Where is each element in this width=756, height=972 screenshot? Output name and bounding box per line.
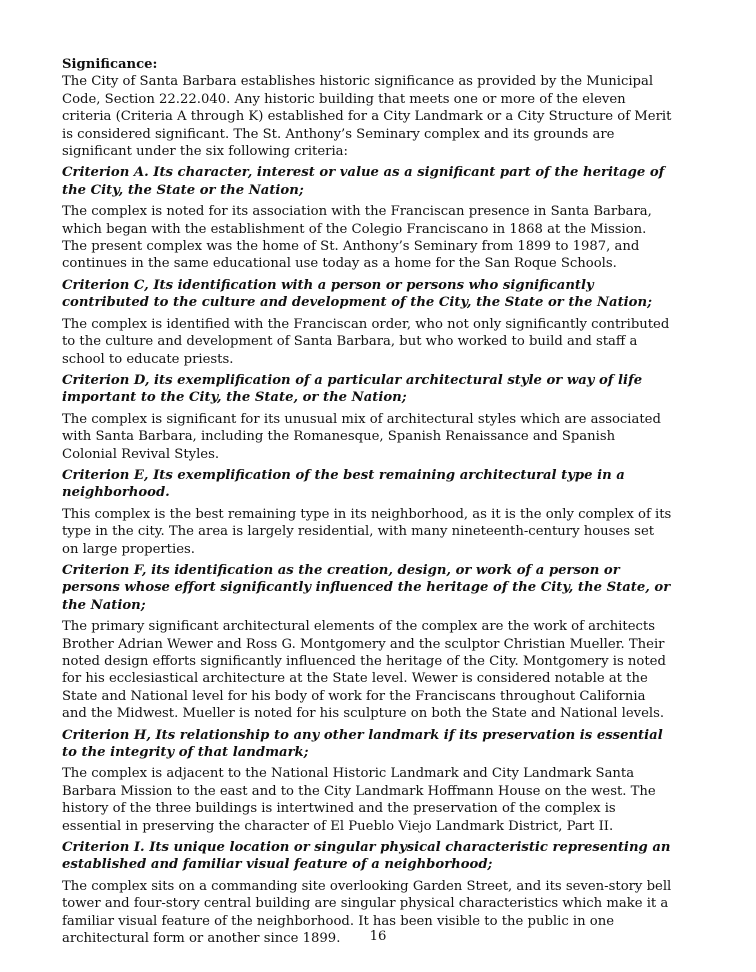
criterion-c-title: Criterion C, Its identification with a person or persons who significantly contributed to the culture and development of the City, the State or the Nation; <box>62 277 652 311</box>
criterion-a-body: The complex is noted for its association with the Franciscan presence in Santa Barbara, which began with the establishment of the Colegio Franciscano in 1868 at the Mission. The present complex was the home of St. Anthony’s Seminary from 1899 to 1987, and continues in the same educational use today as a home for the San Roque Schools. <box>62 204 652 272</box>
page-number: 16 <box>369 929 387 944</box>
intro-paragraph: The City of Santa Barbara establishes historic significance as provided by the Municipal Code, Section 22.22.040. Any historic building that meets one or more of the eleven criteria (Criteria A through K) established for a City Landmark or a City Structure of Merit is considered significant. The St. Anthony’s Seminary complex and its grounds are significant under the six following criteria: <box>62 74 672 160</box>
criterion-h-title: Criterion H, Its relationship to any other landmark if its preservation is essential to the integrity of that landmark; <box>62 727 663 761</box>
criterion-f-body: The primary significant architectural elements of the complex are the work of architects Brother Adrian Wewer and Ross G. Montgomery and the sculptor Christian Mueller. Their noted design efforts significantly influenced the heritage of the City. Montgomery is noted for his ecclesiastical architecture at the State level. Wewer is considered notable at the State and National level for his body of work for the Franciscans throughout California and the Midwest. Mueller is noted for his sculpture on both the State and National levels. <box>62 619 666 722</box>
criterion-i-title: Criterion I. Its unique location or singular physical characteristic representing an established and familiar visual feature of a neighborhood; <box>62 840 671 873</box>
document-page <box>62 56 674 948</box>
criterion-e-body: This complex is the best remaining type in its neighborhood, as it is the only complex of its type in the city. The area is largely residential, with many nineteenth-century houses set on large properties. <box>62 506 672 557</box>
criterion-f-title: Criterion F, its identification as the creation, design, or work of a person or persons whose effort significantly influenced the heritage of the City, the State, or the Nation; <box>62 562 671 613</box>
criterion-a-title: Criterion A. Its character, interest or value as a significant part of the heritage of the City, the State or the Nation; <box>62 165 665 198</box>
criterion-d-body: The complex is significant for its unusual mix of architectural styles which are associated with Santa Barbara, including the Romanesque, Spanish Renaissance and Spanish Colonial Revival Styles. <box>62 411 661 462</box>
criterion-d-title: Criterion D, its exemplification of a particular architectural style or way of life important to the City, the State, or the Nation; <box>62 372 643 406</box>
criterion-c-body: The complex is identified with the Franciscan order, who not only significantly contributed to the culture and development of Santa Barbara, but who worked to build and staff a school to educate priests. <box>62 316 670 367</box>
criterion-i-body: The complex sits on a commanding site overlooking Garden Street, and its seven-story bell tower and four-story central building are singular physical characteristics which make it a familiar visual feature of the neighborhood. It has been visible to the public in one architectural form or another since 1899. <box>62 878 672 947</box>
criterion-h-body: The complex is adjacent to the National Historic Landmark and City Landmark Santa Barbara Mission to the east and to the City Landmark Hoffmann House on the west. The history of the three buildings is intertwined and the preservation of the complex is essential in preserving the character of El Pueblo Viejo Landmark District, Part II. <box>62 766 656 834</box>
criterion-e-title: Criterion E, Its exemplification of the best remaining architectural type in a neighborhood. <box>62 467 625 501</box>
section-heading: Significance: <box>62 57 158 72</box>
